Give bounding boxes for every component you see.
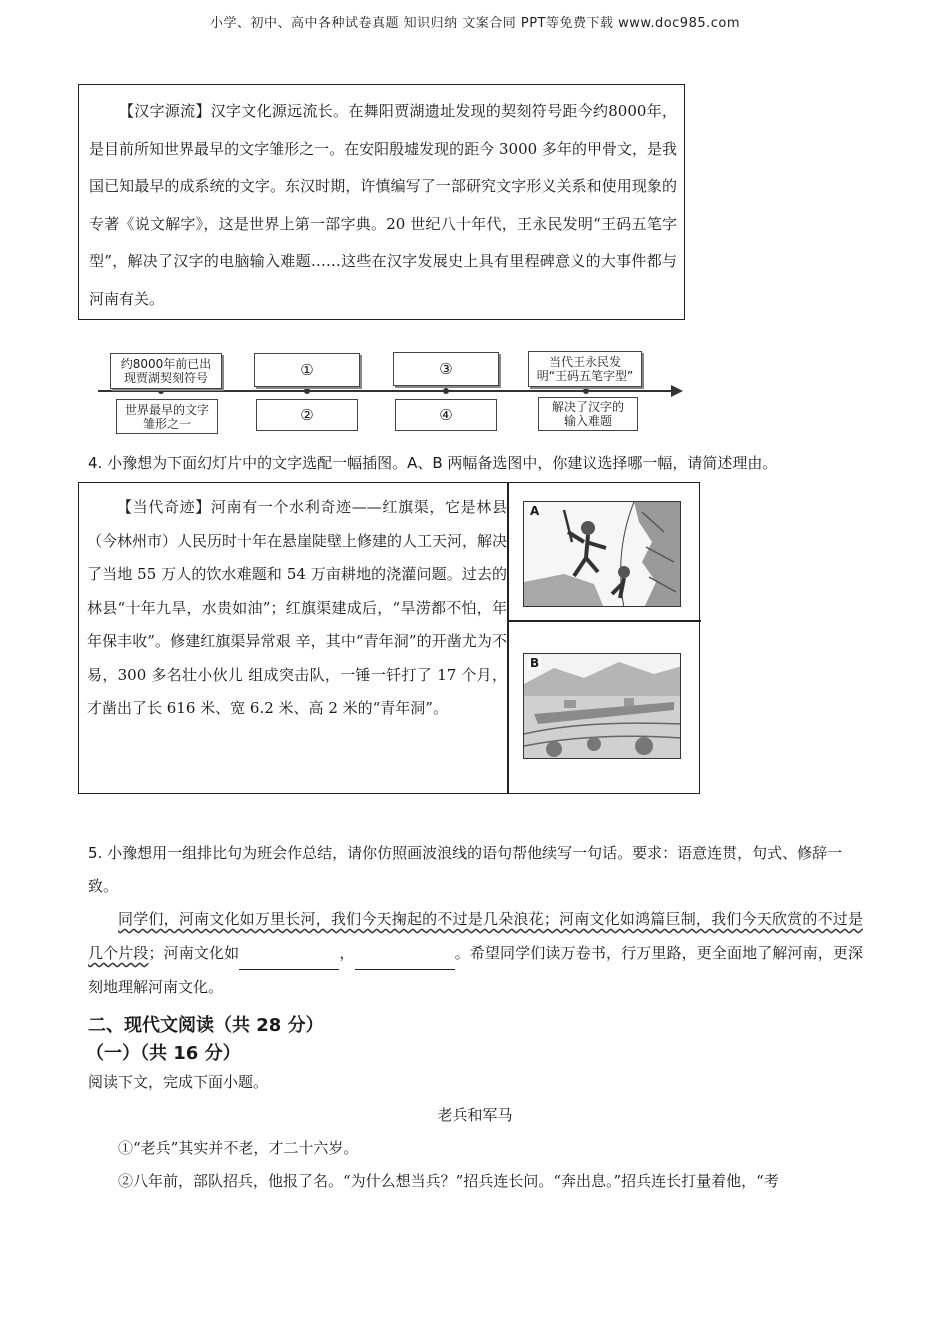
wavy-sentence: 同学们，河南文化如万里长河，我们今天掬起的不过是几朵浪花；河南文化如鸿篇巨制，我们今天欣赏的不过是几个片段	[88, 910, 863, 962]
table-divider	[507, 483, 509, 793]
timeline-blank-1: ①	[254, 353, 360, 387]
article-paragraph-2: ②八年前，部队招兵，他报了名。“为什么想当兵？”招兵连长问。“奔出息。”招兵连长打量着他，“考	[118, 1172, 779, 1190]
slide-table	[78, 482, 700, 794]
timeline-bottom-1: 世界最早的文字雏形之一	[116, 399, 218, 434]
answer-blank-1[interactable]	[239, 953, 339, 970]
page-header: 小学、初中、高中各种试卷真题 知识归纳 文案合同 PPT等免费下载 www.doc985.com	[209, 16, 741, 31]
cliff-worker-illustration	[524, 502, 681, 607]
timeline-dot	[304, 388, 310, 394]
reading-instruction: 阅读下文，完成下面小题。	[88, 1073, 269, 1091]
article-title: 老兵和军马	[437, 1106, 513, 1124]
table-divider	[507, 620, 701, 622]
timeline-top-1: 约8000年前已出现贾湖契刻符号	[110, 353, 222, 389]
answer-blank-2[interactable]	[355, 953, 455, 970]
timeline-blank-3: ③	[393, 352, 499, 386]
prompt-tail: 。希望同学们读万卷书，行万里路，更全面地了解河南，更深刻地理解河南文化。	[88, 944, 863, 996]
subsection-title: （一）（共 16 分）	[86, 1043, 241, 1064]
article-paragraph-1: ①“老兵”其实并不老，才二十六岁。	[118, 1139, 359, 1157]
question-5: 5. 小豫想用一组排比句为班会作总结，请你仿照画波浪线的语句帮他续写一句话。要求：语意连贯，句式、修辞一致。	[88, 844, 843, 895]
passage-hongqiqu-text: 【当代奇迹】河南有一个水利奇迹——红旗渠，它是林县（今林州市）人民历时十年在悬崖陡壁上修建的人工天河，解决了当地 55 万人的饮水难题和 54 万亩耕地的浇灌问题。过去的林县“十年九旱，水贵如油”；红旗渠建成后，“旱涝都不怕，年年保丰收”。修建红旗渠异常艰 辛，其中“青年洞”的开凿尤为不易，300 多名壮小伙儿 组成突击队，一锤一钎打了 17 个月，才凿出了长 616 米、宽 6.2 米、高 2 米的“青年洞”。	[87, 498, 508, 717]
illustration-b-label: B	[530, 656, 540, 670]
timeline-dot	[583, 388, 589, 394]
timeline-bottom-4: 解决了汉字的输入难题	[538, 397, 638, 431]
timeline-dot	[443, 388, 449, 394]
passage-box-hanzi	[78, 84, 685, 320]
timeline-blank-4: ④	[395, 399, 497, 431]
prompt-comma: ，	[339, 944, 355, 962]
timeline-arrow-icon	[671, 385, 683, 397]
timeline-top-4: 当代王永民发明“王码五笔字型”	[528, 351, 642, 387]
question-5-prompt	[88, 902, 863, 1004]
illustration-b	[523, 653, 681, 759]
illustration-a-label: A	[530, 504, 540, 518]
passage-hanzi-text: 【汉字源流】汉字文化源远流长。在舞阳贾湖遗址发现的契刻符号距今约8000年，是目前所知世界最早的文字雏形之一。在安阳殷墟发现的距今 3000 多年的甲骨文，是我国已知最早的成系统的文字。东汉时期，许慎编写了一部研究文字形义关系和使用现象的专著《说文解字》，这是世界上第一部字典。20 世纪八十年代，王永民发明“王码五笔字型”，解决了汉字的电脑输入难题……这些在汉字发展史上具有里程碑意义的大事件都与河南有关。	[89, 102, 677, 308]
question-4: 4. 小豫想为下面幻灯片中的文字选配一幅插图。A、B 两幅备选图中，你建议选择哪一幅，请简述理由。	[88, 454, 778, 472]
canal-landscape-illustration	[524, 654, 681, 759]
timeline-blank-2: ②	[256, 399, 358, 431]
section-title: 二、现代文阅读（共 28 分）	[88, 1015, 324, 1036]
illustration-a	[523, 501, 681, 607]
prompt-mid: ；河南文化如	[148, 944, 240, 962]
